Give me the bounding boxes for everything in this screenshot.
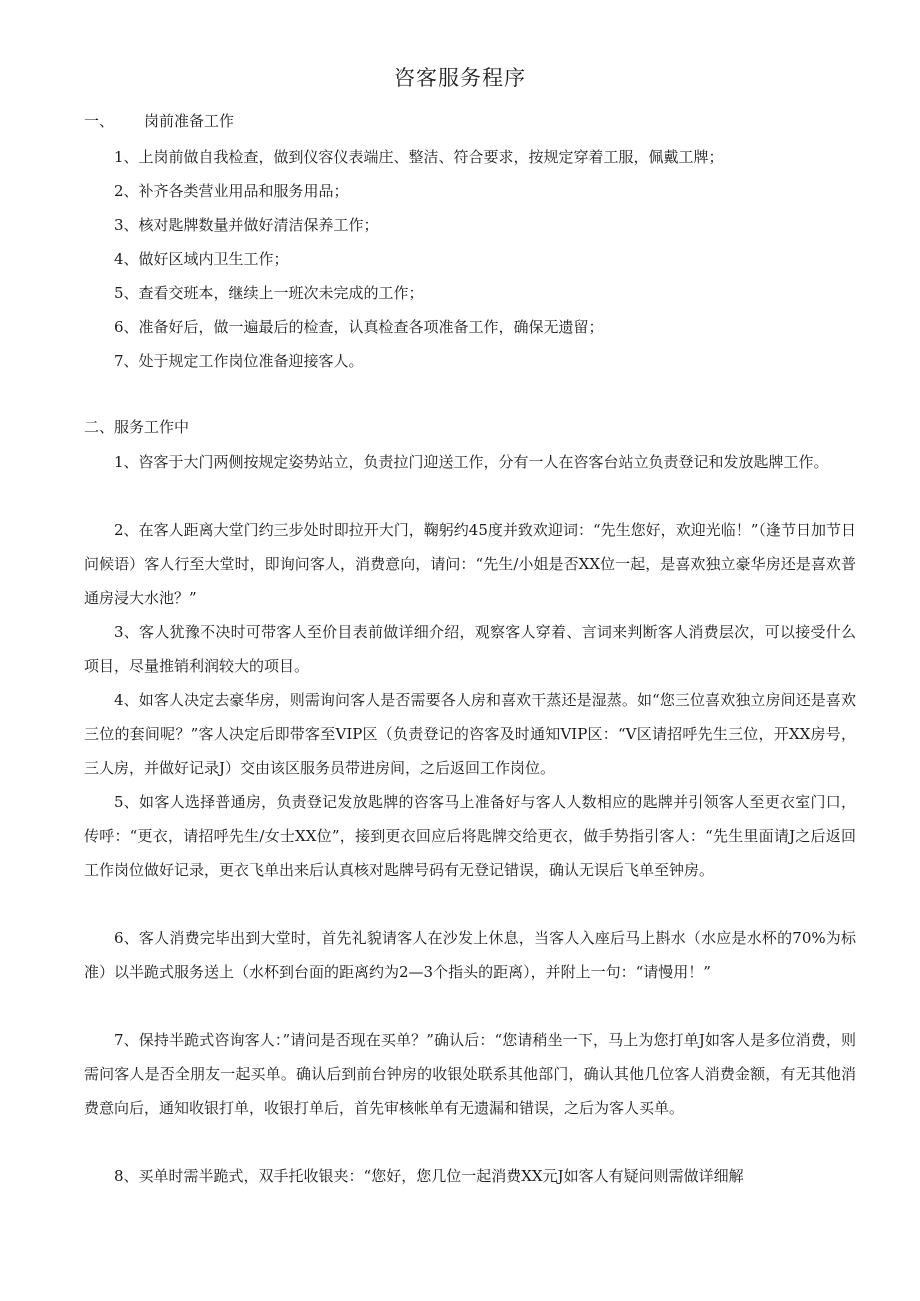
section-1-item-6: 6、准备好后，做一遍最后的检查，认真检查各项准备工作，确保无遗留；	[114, 318, 604, 336]
section-1-item-7: 7、处于规定工作岗位准备迎接客人。	[114, 352, 364, 370]
section-2-item-7: 7、保持半跪式咨询客人：”请问是否现在买单？”确认后：“您请稍坐一下，马上为您打单J如客人是多位消费，则需问客人是否全朋友一起买单。确认后到前台钟房的收银处联系其他部门，确认其他几位客人消费金额，有无其他消费意向后，通知收银打单，收银打单后，首先审核帐单有无遗漏和错误，之后为客人买单。	[84, 1031, 856, 1117]
section-1-item-4: 4、做好区域内卫生工作；	[114, 250, 289, 268]
section-2-item-6: 6、客人消费完毕出到大堂时，首先礼貌请客人在沙发上休息，当客人入座后马上斟水（水应是水杯的70%为标准）以半跪式服务送上（水杯到台面的距离约为2—3个指头的距离），并附上一句：“请慢用！”	[84, 929, 856, 981]
section-2-item-2: 2、在客人距离大堂门约三步处时即拉开大门，鞠躬约45度并致欢迎词：“先生您好，欢迎光临！”（逢节日加节日问候语）客人行至大堂时，即询问客人，消费意向，请问：“先生/小姐是否XX位一起，是喜欢独立豪华房还是喜欢普通房浸大水池？”	[84, 521, 856, 607]
document-title: 咨客服务程序	[394, 66, 526, 90]
section-1-item-5: 5、查看交班本，继续上一班次未完成的工作；	[114, 284, 424, 302]
section-1-number: 一、	[84, 112, 115, 130]
section-2-item-1: 1、咨客于大门两侧按规定姿势站立，负责拉门迎送工作，分有一人在咨客台站立负责登记和发放匙牌工作。	[114, 453, 829, 471]
section-1-item-1: 1、上岗前做自我检查，做到仪容仪表端庄、整洁、符合要求，按规定穿着工服，佩戴工牌；	[114, 148, 724, 166]
section-1-item-3: 3、核对匙牌数量并做好清洁保养工作；	[114, 216, 379, 234]
section-1-item-2: 2、补齐各类营业用品和服务用品；	[114, 182, 349, 200]
section-2-heading: 二、服务工作中	[84, 418, 190, 436]
section-1-heading	[84, 109, 234, 133]
section-1-title: 岗前准备工作	[144, 112, 235, 130]
section-2-item-8: 8、买单时需半跪式，双手托收银夹：“您好，您几位一起消费XX元J如客人有疑问则需做详细解	[114, 1167, 744, 1185]
section-2-item-4: 4、如客人决定去豪华房，则需询问客人是否需要各人房和喜欢干蒸还是湿蒸。如“您三位喜欢独立房间还是喜欢三位的套间呢？”客人决定后即带客至VIP区（负责登记的咨客及时通知VIP区：“V区请招呼先生三位，开XX房号，三人房，并做好记录J）交由该区服务员带进房间，之后返回工作岗位。	[84, 691, 856, 777]
section-2-item-3: 3、客人犹豫不决时可带客人至价目表前做详细介绍，观察客人穿着、言词来判断客人消费层次，可以接受什么项目，尽量推销利润较大的项目。	[84, 623, 856, 675]
section-2-item-5: 5、如客人选择普通房，负责登记发放匙牌的咨客马上准备好与客人人数相应的匙牌并引领客人至更衣室门口，传呼：“更衣，请招呼先生/女士XX位”，接到更衣回应后将匙牌交给更衣，做手势指引客人：“先生里面请J之后返回工作岗位做好记录，更衣飞单出来后认真核对匙牌号码有无登记错误，确认无误后飞单至钟房。	[84, 793, 856, 879]
